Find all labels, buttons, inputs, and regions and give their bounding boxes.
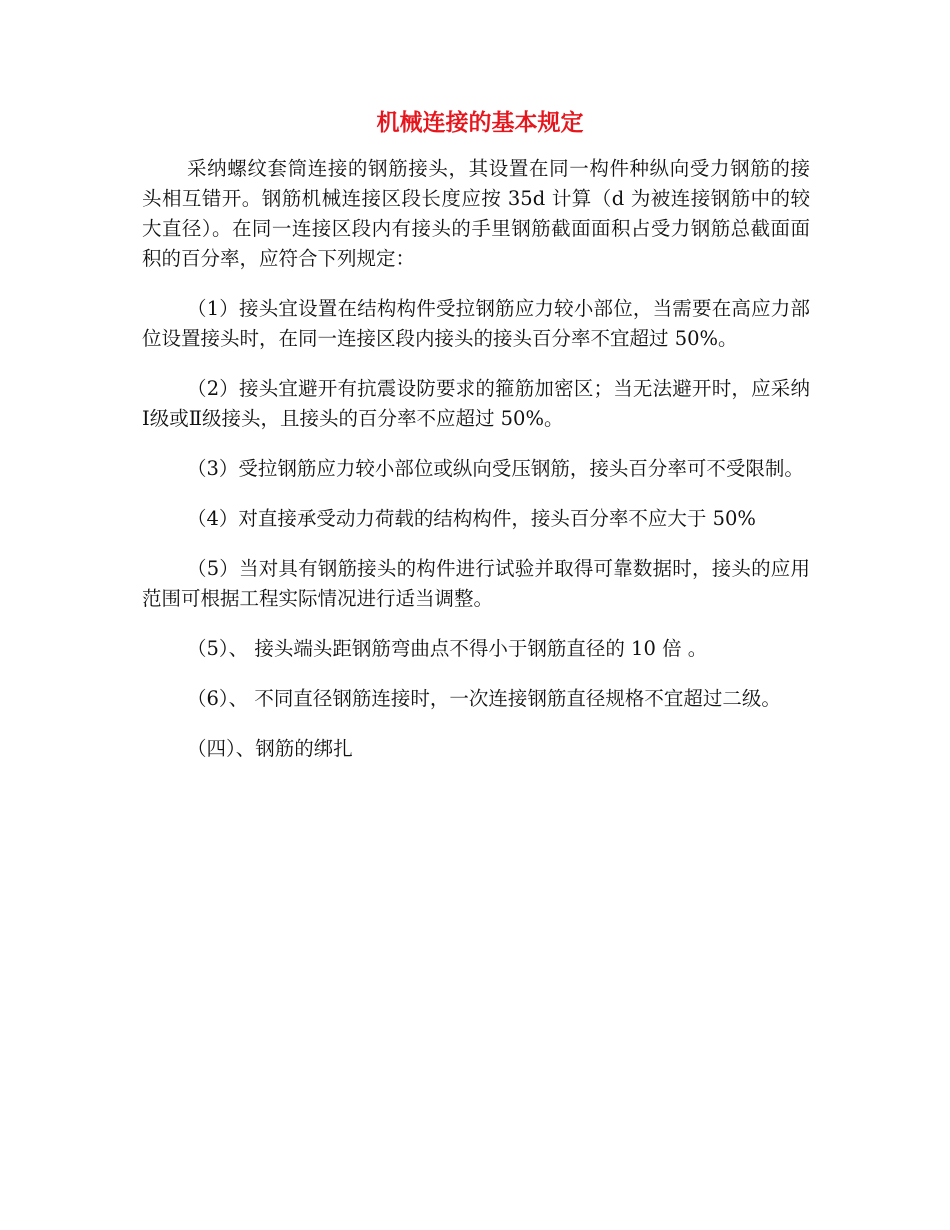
paragraph-item-6: （6）、 不同直径钢筋连接时，一次连接钢筋直径规格不宜超过二级。 <box>187 687 781 710</box>
paragraph-item-2: （2）接头宜避开有抗震设防要求的箍筋加密区；当无法避开时，应采纳Ⅰ级或Ⅱ级接头，且接头的百分率不应超过 50%。 <box>142 377 810 430</box>
paragraph-item-5: （5）当对具有钢筋接头的构件进行试验并取得可靠数据时，接头的应用范围可根据工程实际情况进行适当调整。 <box>142 557 810 610</box>
document-page <box>142 108 810 784</box>
paragraph-item-3: （3）受拉钢筋应力较小部位或纵向受压钢筋，接头百分率可不受限制。 <box>187 457 804 480</box>
paragraph-intro: 采纳螺纹套筒连接的钢筋接头，其设置在同一构件种纵向受力钢筋的接头相互错开。钢筋机械连接区段长度应按 35d 计算（d 为被连接钢筋中的较大直径）。在同一连接区段内有接头的手里钢筋截面面积占受力钢筋总截面面积的百分率，应符合下列规定： <box>142 157 810 270</box>
paragraph-item-4: （4）对直接承受动力荷载的结构构件，接头百分率不应大于 50% <box>187 507 756 530</box>
section-heading-binding: （四）、钢筋的绑扎 <box>187 737 353 760</box>
paragraph-item-5b: （5）、 接头端头距钢筋弯曲点不得小于钢筋直径的 10 倍 。 <box>187 637 708 660</box>
document-title: 机械连接的基本规定 <box>376 109 584 136</box>
paragraph-item-1: （1）接头宜设置在结构构件受拉钢筋应力较小部位，当需要在高应力部位设置接头时，在同一连接区段内接头的接头百分率不宜超过 50%。 <box>142 297 810 350</box>
